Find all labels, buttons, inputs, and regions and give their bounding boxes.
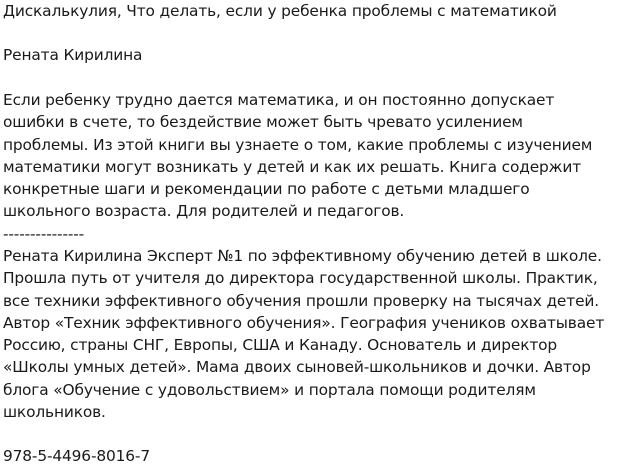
bio-line: Автор «Техник эффективного обучения». География учеников охватывает: [3, 313, 605, 332]
book-title: [3, 0, 557, 22]
book-author-text: Рената Кирилина: [3, 46, 143, 64]
isbn: [3, 445, 150, 467]
section-separator: [3, 223, 84, 245]
bio-line: все техники эффективного обучения прошли проверку на тысячах детей.: [3, 291, 599, 310]
description-line: конкретные шаги и рекомендации по работе с детьми младшего: [3, 180, 530, 199]
separator-text: ---------------: [3, 225, 85, 243]
description-line: математики могут возникать у детей и как их решать. Книга содержит: [3, 157, 582, 176]
bio-line: Прошла путь от учителя до директора государственной школы. Практик,: [3, 269, 598, 288]
description-line: школьного возраста. Для родителей и педагогов.: [3, 202, 405, 221]
description-line: проблемы. Из этой книги вы узнаете о том, какие проблемы с изучением: [3, 135, 593, 154]
bio-line: Рената Кирилина Эксперт №1 по эффективному обучению детей в школе.: [3, 247, 602, 265]
book-title-text: Дискалькулия, Что делать, если у ребенка проблемы с математикой: [3, 2, 557, 20]
author-bio: [3, 245, 604, 423]
bio-line: школьников.: [3, 403, 106, 422]
book-description: [3, 89, 592, 223]
description-line: ошибки в счете, то бездействие может быть чревато усилением: [3, 113, 523, 132]
book-author: [3, 44, 142, 66]
isbn-text: 978-5-4496-8016-7: [3, 447, 150, 465]
bio-line: блога «Обучение с удовольствием» и портала помощи родителям: [3, 380, 536, 399]
bio-line: Россию, страны СНГ, Европы, США и Канаду. Основатель и директор: [3, 336, 558, 355]
bio-line: «Школы умных детей». Мама двоих сыновей-школьников и дочки. Автор: [3, 358, 591, 377]
description-line: Если ребенку трудно дается математика, и он постоянно допускает: [3, 91, 555, 109]
